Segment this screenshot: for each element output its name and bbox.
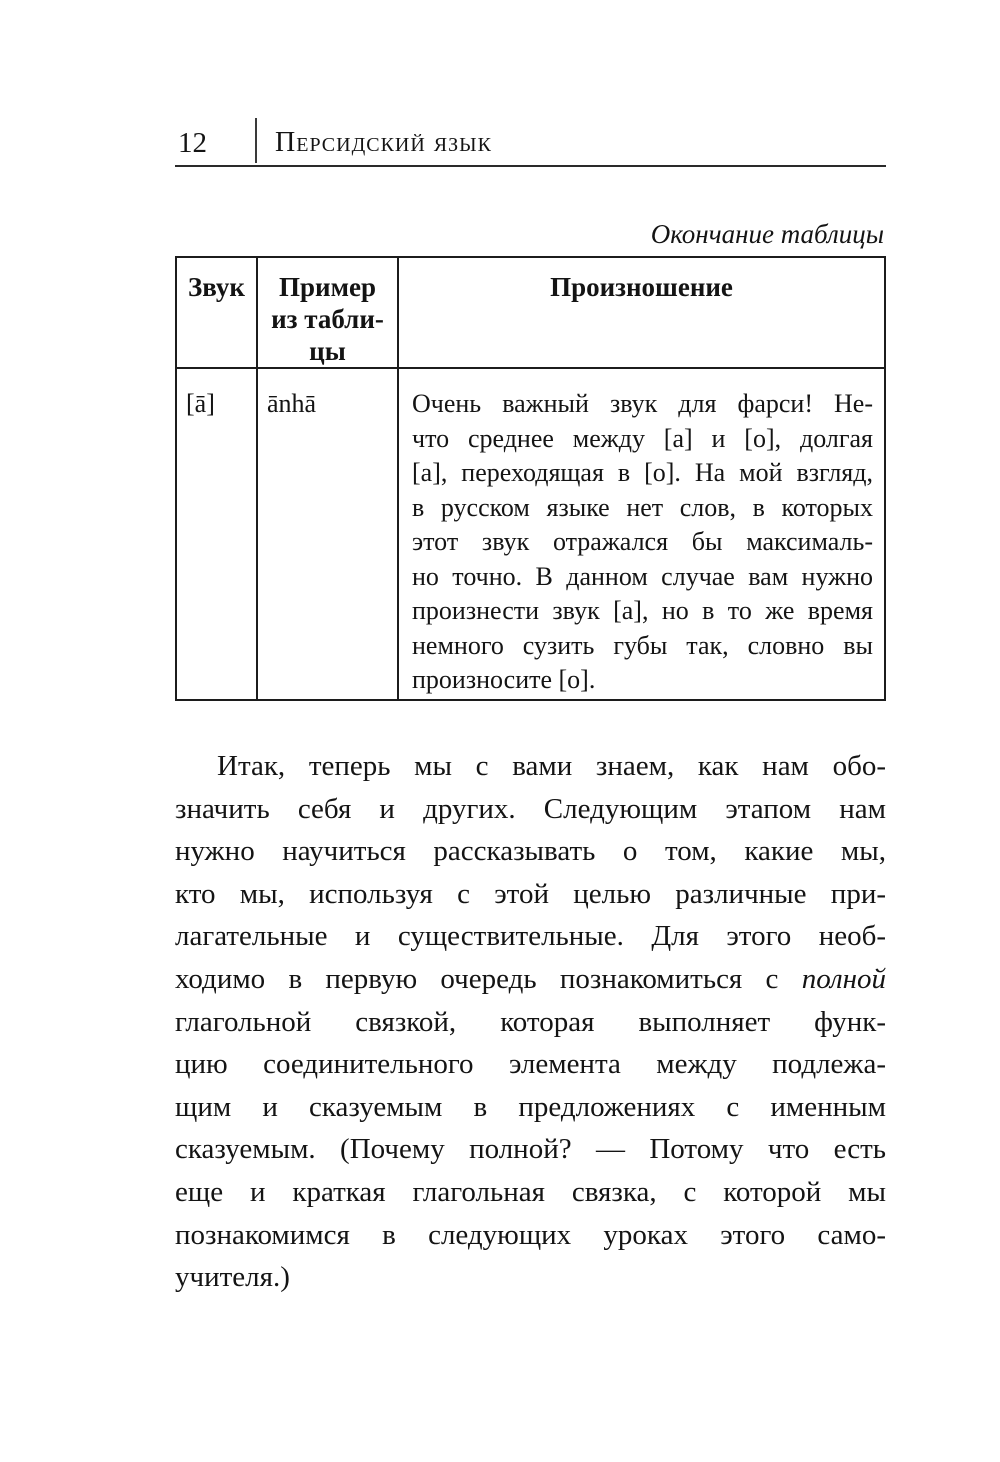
text-line: Итак, теперь мы с вами знаем, как нам обо- (217, 750, 886, 782)
pronunciation-cell (398, 368, 885, 700)
emphasized-text: полной (801, 962, 886, 995)
running-header (175, 121, 886, 167)
text-line: учителя.) (175, 1261, 290, 1294)
example-cell: ānhā (257, 368, 398, 700)
header-divider (255, 118, 257, 163)
pronunciation-table (175, 256, 886, 701)
text-line: еще и краткая глагольная связка, с которой мы (175, 1175, 886, 1208)
text-line: Звук (188, 272, 245, 302)
body-paragraph (175, 745, 886, 1299)
text-line: щим и сказуемым в предложениях с именным (175, 1090, 886, 1123)
text-line: произнести звук [а], но в то же время (412, 596, 873, 625)
text-line: этот звук отражался бы максималь- (412, 527, 873, 556)
text-segment: ходимо в первую очередь познакомиться с (175, 962, 802, 995)
text-line: значить себя и других. Следующим этапом нам (175, 792, 886, 825)
text-line: что среднее между [а] и [о], долгая (412, 423, 873, 453)
running-title: Персидский язык (275, 127, 492, 158)
text-line: [а], переходящая в [о]. На мой взгляд, (412, 458, 873, 487)
text-line (175, 958, 886, 1001)
table-row (176, 368, 885, 700)
text-line: лагательные и существительные. Для этого необ- (175, 920, 886, 953)
text-line: Произношение (550, 272, 733, 302)
page-number: 12 (178, 127, 207, 159)
text-line: но точно. В данном случае вам нужно (412, 561, 873, 591)
text-line: Пример (279, 272, 376, 302)
text-line: нужно научиться рассказывать о том, какие мы, (175, 835, 886, 868)
text-line: цию соединительного элемента между подлежа- (175, 1048, 886, 1081)
text-line: сказуемым. (Почему полной? — Потому что есть (175, 1133, 886, 1166)
text-line: произносите [о]. (412, 665, 596, 694)
table-header-example (257, 257, 398, 368)
text-line: кто мы, используя с этой целью различные при- (175, 877, 886, 910)
sound-cell: [ā] (176, 368, 257, 700)
table-caption: Окончание таблицы (650, 219, 884, 249)
table-header-row (176, 257, 885, 368)
text-line: цы (309, 336, 346, 366)
table-header-pronunciation (398, 257, 885, 368)
text-line: Очень важный звук для фарси! Не- (412, 389, 873, 418)
text-line: немного сузить губы так, словно вы (412, 630, 873, 660)
text-line: познакомимся в следующих уроках этого само- (175, 1218, 886, 1251)
text-line: из табли- (271, 304, 384, 334)
text-line: глагольной связкой, которая выполняет функ- (175, 1005, 886, 1038)
table-header-sound (176, 257, 257, 368)
text-line: в русском языке нет слов, в которых (412, 492, 873, 522)
